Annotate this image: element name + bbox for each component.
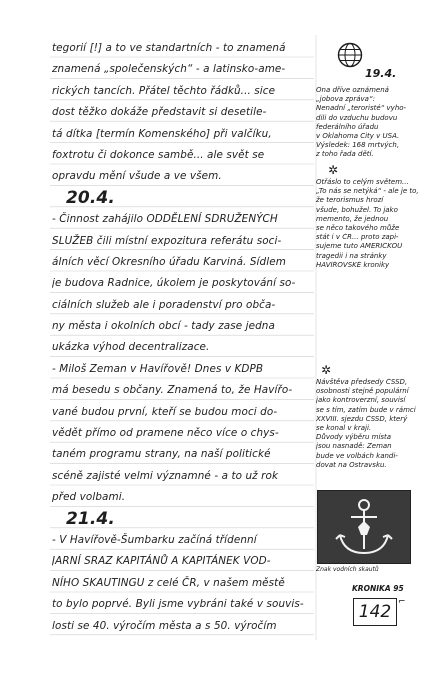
sidebar-line: HAVÍŘOVSKÉ kroniky (316, 260, 390, 269)
sidebar-line: Výsledek: 168 mrtvých, (316, 141, 400, 150)
text-line: - Miloš Zeman v Havířově! Dnes v KDPB (52, 362, 264, 375)
text-line: SLUŽEB čili místní expozitura referátu soci- (52, 234, 282, 247)
text-line: je budova Radnice, úkolem je poskytování so- (52, 277, 296, 290)
text-line: foxtrotu či dokonce sambě... ale svět se (52, 148, 265, 161)
text-line: NÍHO SKAUTINGU z celé ČR, v našem městě (52, 576, 285, 589)
sidebar-line: osobnosti stejně populární (316, 387, 409, 396)
sidebar-line: se s tím, zatím bude v rámci (316, 405, 416, 414)
text-line: vané budou první, kteří se budou moci do- (52, 405, 278, 418)
sidebar-line: federálního úřadu (316, 122, 379, 131)
sidebar-line: Nenadní „teroristé“ vyho- (316, 104, 407, 113)
text-line: taném programu strany, na naší politické (52, 448, 271, 461)
text-line: tegorií [!] a to ve standartních - to znamená (52, 42, 286, 54)
text-line: tá dítka [termín Komenského] při valčíku, (52, 127, 272, 140)
text-line: opravdu mění všude a ve všem. (52, 170, 222, 183)
text-line: má besedu s občany. Znamená to, že Havířo- (52, 384, 293, 397)
text-line: JARNÍ SRAZ KAPITÁNŮ A KAPITÁNEK VOD- (52, 555, 271, 568)
sidebar-line: bude ve volbách kandi- (316, 451, 398, 460)
main-text-column (52, 38, 314, 637)
text-line: ciálních služeb ale i poradenství pro obča- (52, 298, 276, 311)
text-line: - Činnost zahájilo ODDĚLENÍ SDRUŽENÝCH (52, 213, 278, 226)
sidebar-line: že terorismus hrozí (316, 196, 384, 205)
entry-date: 20.4. (66, 187, 115, 208)
sidebar-line: Otřáslo to celým světem... (316, 178, 409, 186)
text-line: álních věcí Okresního úřadu Karviná. Sídlem (52, 255, 286, 268)
sidebar-line: jako kontroverzní, souvisí (316, 396, 406, 405)
sidebar-line: stát i v ČR... proto zapi- (316, 233, 399, 242)
text-line: ny města i okolních obcí - tady zase jedna (52, 320, 275, 333)
sidebar-note-oklahoma (316, 86, 436, 160)
sidebar-line: všude, bohužel. To jako (316, 205, 398, 214)
corner-mark: ⌐ (398, 597, 406, 607)
text-line: rických tancích. Přátel těchto řádků... sice (52, 84, 276, 97)
sidebar-line: se konal v kraji. (316, 424, 372, 433)
text-line: dost těžko dokáže představit si desetile- (52, 106, 267, 119)
page-number: 142 (353, 598, 397, 626)
sidebar-line: Důvody výběru místa (316, 433, 392, 442)
sidebar-line: z toho řada dětí. (316, 150, 374, 159)
sidebar-line: sujeme tuto AMERICKOU (316, 242, 403, 251)
sidebar-line: se něco takového může (316, 224, 400, 233)
text-line: losti se 40. výročím města a s 50. výročím (52, 619, 277, 632)
sidebar-line: XXVIII. sjezdu ČSSD, který (316, 414, 408, 423)
sidebar-line: tragedii i na stránky (316, 251, 387, 260)
sidebar-line: „jobova zpráva“: (316, 95, 375, 104)
entry-date: 21.4. (66, 508, 115, 529)
sidebar-line: Návštěva předsedy ČSSD, (316, 378, 408, 386)
sidebar-date: 19.4. (365, 67, 397, 80)
text-line: vědět přímo od pramene něco více o chys- (52, 427, 279, 440)
text-line: ukázka výhod decentralizace. (52, 341, 210, 354)
text-line: scéně zajisté velmi významné - a to už rok (52, 469, 279, 482)
sidebar-note-terrorism (316, 178, 436, 270)
sidebar-line: „To nás se netýká“ - ale je to, (316, 187, 419, 196)
anchor-emblem (317, 490, 411, 564)
globe-icon (337, 42, 363, 68)
text-line: - V Havířově-Šumbarku začíná třídenní (52, 533, 257, 546)
sidebar-line: dili do vzduchu budovu (316, 113, 398, 122)
text-line: před volbami. (52, 491, 126, 504)
sidebar-line: jsou nasnadě: Zeman (316, 442, 392, 451)
text-line: znamená „společenských“ - a latinsko-ame- (52, 63, 286, 76)
sidebar-line: Ona dříve oznámená (316, 86, 389, 94)
sidebar-line: memento, že jednou (316, 214, 389, 223)
sidebar-line: dovat na Ostravsku. (316, 460, 387, 469)
anchor-emblem-drawing (318, 491, 410, 563)
text-line: to bylo poprvé. Byli jsme vybráni také v souvis- (52, 598, 304, 611)
emblem-caption: Znak vodních skautů (316, 566, 379, 573)
chronicle-label: KRONIKA 95 (352, 584, 404, 593)
asterisk-icon: ✲ (328, 163, 339, 177)
asterisk-icon: ✲ (321, 363, 332, 377)
sidebar-line: v Oklahoma City v USA. (316, 132, 400, 141)
sidebar-note-zeman (316, 378, 436, 470)
